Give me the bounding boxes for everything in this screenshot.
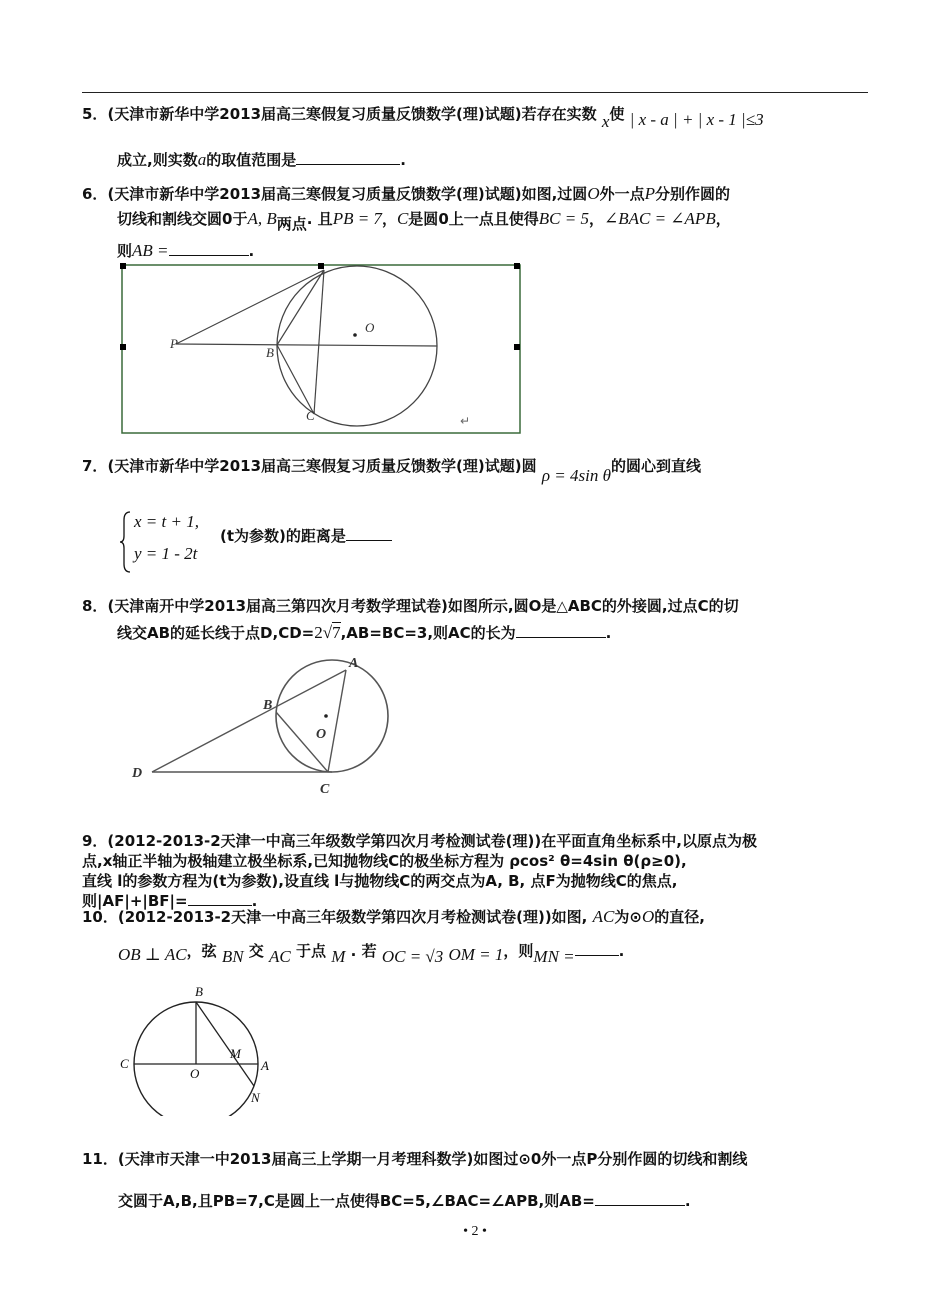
- fig10-label-A: A: [261, 1058, 269, 1073]
- q5-line2b: 的取值范围是: [206, 151, 297, 169]
- q7-number: 7．: [82, 457, 108, 475]
- q7-param-line: [220, 524, 392, 546]
- q6-P: P: [644, 184, 655, 203]
- q10-yudian: 于点: [296, 942, 327, 960]
- q8-sqrt-arg: 7: [332, 623, 341, 642]
- question-11-line2: [118, 1188, 908, 1214]
- question-9: [82, 831, 872, 911]
- fig8-label-C: C: [320, 782, 330, 797]
- fig6-label-C: C: [306, 408, 315, 423]
- q7-answer-blank: [346, 524, 392, 541]
- q6-line3a: 则: [117, 242, 133, 260]
- fig8-DA: [152, 670, 346, 772]
- question-5-line2: [117, 147, 907, 173]
- q6-line2b: 0: [222, 210, 233, 228]
- q6-text1: (天津市新华中学2013届高三寒假复习质量反馈数学(理)试题)如图,过圆: [107, 185, 588, 203]
- q8-sqrt-coef: 2: [314, 623, 323, 642]
- q6-AB: A, B: [247, 209, 277, 228]
- q10-jiao: 交: [248, 942, 264, 960]
- q8-end: .: [605, 624, 612, 642]
- question-5: [82, 101, 872, 131]
- fig6-label-P: P: [170, 336, 178, 351]
- q10-ruo: . 若: [350, 942, 377, 960]
- question-11: [82, 1146, 872, 1172]
- q10-number: 10．: [82, 908, 118, 926]
- page-number: • 2 •: [463, 1224, 487, 1239]
- fig6-label-B: B: [266, 345, 274, 360]
- q6-comma2: ，: [588, 210, 604, 228]
- q6-comma: ，: [381, 210, 397, 228]
- q7-text: (天津市新华中学2013届高三寒假复习质量反馈数学(理)试题)圆: [107, 457, 537, 475]
- q6-AB2: AB =: [132, 241, 169, 260]
- q5-line2a: 成立,则实数: [117, 151, 198, 169]
- figure-10: [118, 982, 278, 1116]
- fig6-label-O: O: [365, 320, 375, 335]
- question-7: [82, 453, 872, 485]
- figure-6: [118, 262, 528, 436]
- q7-text2: 的圆心到直线: [610, 457, 701, 475]
- fig8-label-B: B: [263, 698, 273, 713]
- q9-line4: 则|AF|+|BF|=: [82, 892, 188, 910]
- q8-text2b: ,AB=BC=3,则AC的长为: [340, 624, 516, 642]
- q10-answer-blank: [575, 943, 619, 956]
- q5-inequality: | x - a | + | x - 1 |≤3: [629, 110, 764, 129]
- fig6-AC: [314, 270, 324, 414]
- q5-answer-blank: [296, 148, 400, 165]
- q10-text1c: 的直径,: [654, 908, 705, 926]
- q6-line2f: 上一点且使得: [448, 210, 539, 228]
- q5-shi: 使: [609, 105, 625, 123]
- q9-line2: 点,x轴正半轴为极轴建立极坐标系,已知抛物线C的极坐标方程为 ρcos² θ=4sin θ(ρ≥0),: [82, 852, 687, 870]
- q10-AC: AC: [592, 907, 615, 926]
- q8-text2a: 线交AB的延长线于点D,CD=: [117, 624, 315, 642]
- q7-rho: ρ = 4sin θ: [541, 466, 611, 485]
- q9-end: .: [251, 892, 258, 910]
- q11-line1: 11．(天津市天津一中2013届高三上学期一月考理科数学)如图过⊙0外一点P分别作圆的切线和割线: [82, 1150, 748, 1168]
- q10-OM: OM = 1: [448, 945, 504, 964]
- fig8-AC: [328, 670, 346, 772]
- q10-MN: MN =: [533, 947, 575, 966]
- q5-var-a: a: [197, 150, 207, 169]
- fig10-label-O: O: [190, 1066, 200, 1081]
- q6-answer-blank: [169, 239, 249, 256]
- header-rule: [82, 92, 868, 93]
- q11-line2: 交圆于A,B,且PB=7,C是圆上一点使得BC=5,∠BAC=∠APB,则AB=: [118, 1192, 595, 1210]
- q6-BC: BC = 5: [538, 209, 589, 228]
- q6-line2a: 切线和割线交圆: [117, 210, 223, 228]
- fig10-label-B: B: [195, 984, 203, 999]
- q8-text1: (天津南开中学2013届高三第四次月考数学理试卷)如图所示,圆O是△ABC的外接圆,过点C的切: [107, 597, 739, 615]
- q6-text2: 外一点: [599, 185, 645, 203]
- q6-qie: . 且: [306, 210, 333, 228]
- q7-eq1: x = t + 1,: [134, 512, 199, 531]
- question-8-line2: [117, 620, 907, 646]
- q6-comma3: ，: [715, 210, 731, 228]
- q9-line1: 9．(2012-2013-2天津一中高三年级数学第四次月考检测试卷(理))在平面直角坐标系中,以原点为极: [82, 832, 757, 850]
- q6-line2d: 是圆: [408, 210, 439, 228]
- q10-O: O: [641, 907, 655, 926]
- q10-BN: BN: [221, 947, 244, 966]
- q5-var-x: x: [601, 112, 610, 131]
- q8-sqrt: 2√7: [314, 623, 341, 642]
- q6-liangdian: 两点: [276, 215, 307, 233]
- q6-PB: PB = 7: [332, 209, 382, 228]
- q5-number: 5．: [82, 105, 108, 123]
- question-6: [82, 181, 872, 207]
- q6-end: .: [248, 242, 255, 260]
- fig6-tangent: [176, 270, 324, 344]
- fig8-label-O: O: [316, 727, 327, 742]
- q10-perp: OB ⊥ AC: [118, 945, 187, 964]
- question-8: [82, 593, 872, 619]
- q10-text1: (2012-2013-2天津一中高三年级数学第四次月考检测试卷(理))如图,: [117, 908, 588, 926]
- q5-text: (天津市新华中学2013届高三寒假复习质量反馈数学(理)试题)若存在实数: [107, 105, 597, 123]
- q10-OC: OC = √3: [381, 947, 444, 966]
- fig8-label-D: D: [132, 766, 143, 781]
- fig10-label-N: N: [251, 1090, 260, 1105]
- fig10-BN: [196, 1002, 254, 1086]
- q6-angle: ∠BAC = ∠APB: [603, 209, 716, 228]
- q10-M: M: [331, 947, 346, 966]
- q10-xian: ，弦: [186, 942, 217, 960]
- question-10-line2: [118, 938, 908, 964]
- fig6-BC: [277, 345, 314, 414]
- q8-number: 8．: [82, 597, 108, 615]
- q6-O: O: [587, 184, 600, 203]
- question-6-line2: [117, 206, 907, 232]
- question-10: [82, 904, 872, 930]
- q8-answer-blank: [516, 621, 606, 638]
- q11-end: .: [684, 1192, 691, 1210]
- fig6-return-mark: ↵: [460, 414, 471, 428]
- fig10-label-C: C: [120, 1056, 129, 1071]
- q11-answer-blank: [595, 1189, 685, 1206]
- q7-brace: [118, 510, 134, 574]
- q6-C: C: [396, 209, 409, 228]
- fig10-label-M: M: [230, 1046, 241, 1061]
- fig8-center-dot: [324, 714, 328, 718]
- q9-line3: 直线 l的参数方程为(t为参数),设直线 l与抛物线C的两交点为A, B, 点F为抛物线C的焦点,: [82, 872, 678, 890]
- q10-text1b: 为⊙: [614, 908, 642, 926]
- q6-line2e: 0: [438, 210, 449, 228]
- figure-8: [124, 652, 394, 802]
- question-6-line3: [117, 238, 907, 264]
- q6-text3: 分别作圆的: [655, 185, 731, 203]
- fig6-center-dot: [353, 333, 357, 337]
- q10-AC2: AC: [269, 947, 291, 966]
- q6-number: 6．: [82, 185, 108, 203]
- q10-end: .: [618, 942, 625, 960]
- q6-line2c: 于: [232, 210, 248, 228]
- q7-param: (t为参数)的距离是: [220, 527, 346, 545]
- q5-end: .: [400, 151, 406, 169]
- q10-ze: ，则: [503, 942, 534, 960]
- q7-eq2: y = 1 - 2t: [134, 544, 198, 563]
- fig8-label-A: A: [349, 656, 359, 671]
- fig6-frame: [122, 265, 520, 433]
- fig6-secant: [176, 344, 437, 346]
